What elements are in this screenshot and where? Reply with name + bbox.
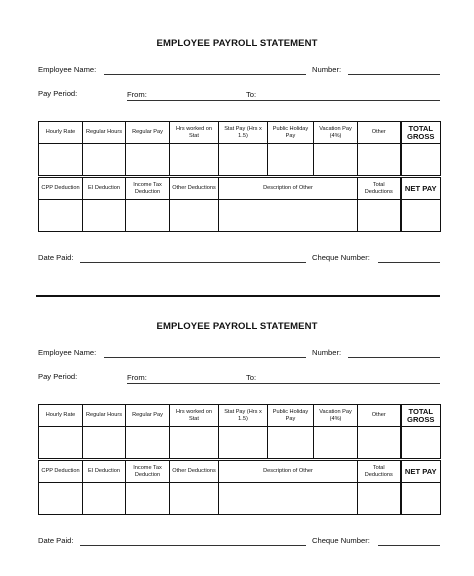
cell-cpp-deduction[interactable] <box>39 200 83 232</box>
header-other-deductions: Other Deductions <box>170 461 219 483</box>
header-income-tax-deduction: Income Tax Deduction <box>126 461 170 483</box>
header-net-pay: NET PAY <box>401 178 441 200</box>
pay-period-field[interactable] <box>127 100 440 101</box>
form-title: EMPLOYEE PAYROLL STATEMENT <box>156 321 318 332</box>
employee-name-label: Employee Name: <box>38 65 97 74</box>
cell-total-deductions[interactable] <box>358 483 401 515</box>
date-paid-label: Date Paid: <box>38 536 74 545</box>
header-total-gross: TOTAL GROSS <box>401 122 441 144</box>
date-paid-label: Date Paid: <box>38 253 74 262</box>
cell-regular-hours[interactable] <box>83 427 126 459</box>
header-regular-pay: Regular Pay <box>126 405 170 427</box>
employee-name-field[interactable] <box>104 357 306 358</box>
cell-public-holiday-pay[interactable] <box>268 427 314 459</box>
header-other-deductions: Other Deductions <box>170 178 219 200</box>
header-regular-pay: Regular Pay <box>126 122 170 144</box>
header-cpp-deduction: CPP Deduction <box>39 461 83 483</box>
cell-cpp-deduction[interactable] <box>39 483 83 515</box>
header-hourly-rate: Hourly Rate <box>39 405 83 427</box>
cell-hourly-rate[interactable] <box>39 427 83 459</box>
cheque-number-label: Cheque Number: <box>312 253 370 262</box>
header-hrs-worked-on-stat: Hrs worked on Stat <box>170 405 219 427</box>
header-stat-pay: Stat Pay (Hrs x 1.5) <box>219 405 268 427</box>
header-cpp-deduction: CPP Deduction <box>39 178 83 200</box>
header-public-holiday-pay: Public Holiday Pay <box>268 405 314 427</box>
to-label: To: <box>246 90 257 99</box>
cell-other-deductions[interactable] <box>170 483 219 515</box>
header-ei-deduction: EI Deduction <box>83 178 126 200</box>
number-label: Number: <box>312 348 342 357</box>
cell-ei-deduction[interactable] <box>83 200 126 232</box>
header-hourly-rate: Hourly Rate <box>39 122 83 144</box>
cell-stat-pay[interactable] <box>219 144 268 176</box>
cell-vacation-pay[interactable] <box>314 427 358 459</box>
cell-stat-pay[interactable] <box>219 427 268 459</box>
employee-name-label: Employee Name: <box>38 348 97 357</box>
cheque-number-field[interactable] <box>378 262 440 263</box>
cell-total-gross[interactable] <box>401 427 441 459</box>
cell-vacation-pay[interactable] <box>314 144 358 176</box>
cell-income-tax-deduction[interactable] <box>126 483 170 515</box>
cell-hrs-worked-on-stat[interactable] <box>170 144 219 176</box>
header-stat-pay: Stat Pay (Hrs x 1.5) <box>219 122 268 144</box>
header-vacation-pay: Vacation Pay (4%) <box>314 122 358 144</box>
earnings-table <box>38 404 441 459</box>
header-other: Other <box>358 122 401 144</box>
deductions-table <box>38 460 441 515</box>
header-hrs-worked-on-stat: Hrs worked on Stat <box>170 122 219 144</box>
pay-period-field[interactable] <box>127 383 440 384</box>
cell-description-of-other[interactable] <box>219 200 358 232</box>
header-description-of-other: Description of Other <box>219 461 358 483</box>
number-field[interactable] <box>348 74 440 75</box>
header-description-of-other: Description of Other <box>219 178 358 200</box>
date-paid-field[interactable] <box>80 262 306 263</box>
header-other: Other <box>358 405 401 427</box>
cheque-number-field[interactable] <box>378 545 440 546</box>
cell-net-pay[interactable] <box>401 483 441 515</box>
cell-net-pay[interactable] <box>401 200 441 232</box>
header-regular-hours: Regular Hours <box>83 122 126 144</box>
cell-total-gross[interactable] <box>401 144 441 176</box>
header-net-pay: NET PAY <box>401 461 441 483</box>
number-field[interactable] <box>348 357 440 358</box>
cell-hourly-rate[interactable] <box>39 144 83 176</box>
header-income-tax-deduction: Income Tax Deduction <box>126 178 170 200</box>
header-ei-deduction: EI Deduction <box>83 461 126 483</box>
header-total-deductions: Total Deductions <box>358 461 401 483</box>
pay-period-label: Pay Period: <box>38 372 78 381</box>
cell-hrs-worked-on-stat[interactable] <box>170 427 219 459</box>
header-total-deductions: Total Deductions <box>358 178 401 200</box>
deductions-table <box>38 177 441 232</box>
from-label: From: <box>127 90 147 99</box>
cell-other-deductions[interactable] <box>170 200 219 232</box>
employee-name-field[interactable] <box>104 74 306 75</box>
form-title: EMPLOYEE PAYROLL STATEMENT <box>156 38 318 49</box>
payroll-statement-1 <box>0 0 474 284</box>
pay-period-label: Pay Period: <box>38 89 78 98</box>
cheque-number-label: Cheque Number: <box>312 536 370 545</box>
cell-income-tax-deduction[interactable] <box>126 200 170 232</box>
header-vacation-pay: Vacation Pay (4%) <box>314 405 358 427</box>
date-paid-field[interactable] <box>80 545 306 546</box>
cell-public-holiday-pay[interactable] <box>268 144 314 176</box>
earnings-table <box>38 121 441 176</box>
number-label: Number: <box>312 65 342 74</box>
cell-other[interactable] <box>358 144 401 176</box>
cell-description-of-other[interactable] <box>219 483 358 515</box>
to-label: To: <box>246 373 257 382</box>
header-regular-hours: Regular Hours <box>83 405 126 427</box>
from-label: From: <box>127 373 147 382</box>
cell-ei-deduction[interactable] <box>83 483 126 515</box>
header-public-holiday-pay: Public Holiday Pay <box>268 122 314 144</box>
cell-other[interactable] <box>358 427 401 459</box>
header-total-gross: TOTAL GROSS <box>401 405 441 427</box>
cell-regular-hours[interactable] <box>83 144 126 176</box>
payroll-statement-2 <box>0 283 474 567</box>
cell-regular-pay[interactable] <box>126 144 170 176</box>
cell-total-deductions[interactable] <box>358 200 401 232</box>
cell-regular-pay[interactable] <box>126 427 170 459</box>
